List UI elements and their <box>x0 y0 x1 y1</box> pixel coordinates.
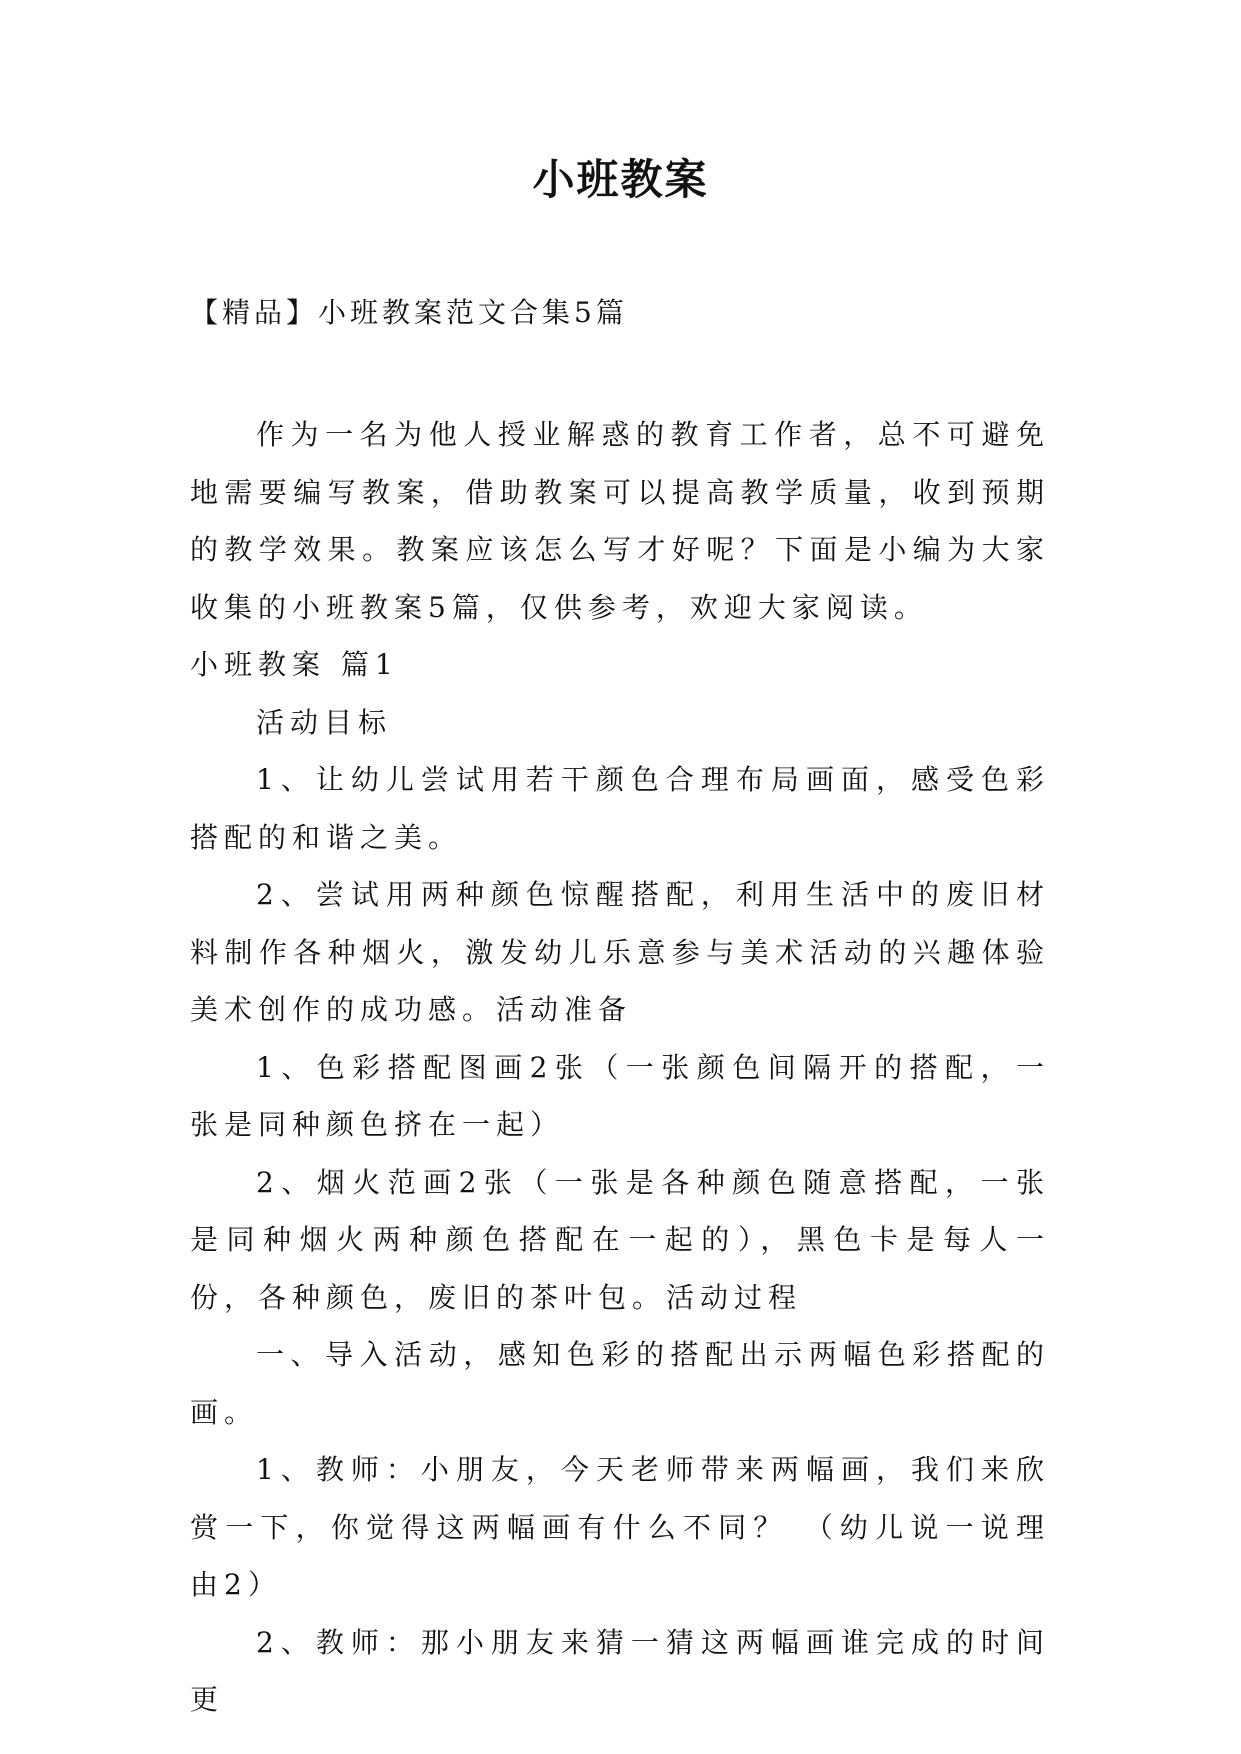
body-paragraph: 1、教师：小朋友，今天老师带来两幅画，我们来欣赏一下，你觉得这两幅画有什么不同？ （幼儿说一说理由2） <box>190 1453 1050 1601</box>
body-paragraph: 1、让幼儿尝试用若干颜色合理布局画面，感受色彩搭配的和谐之美。 <box>190 763 1050 854</box>
body-paragraph: 作为一名为他人授业解惑的教育工作者，总不可避免地需要编写教案，借助教案可以提高教学质量，收到预期的教学效果。教案应该怎么写才好呢？下面是小编为大家收集的小班教案5篇，仅供参考，欢迎大家阅读。 <box>190 418 1050 624</box>
body-paragraph: 2、尝试用两种颜色惊醒搭配，利用生活中的废旧材料制作各种烟火，激发幼儿乐意参与美术活动的兴趣体验美术创作的成功感。活动准备 <box>190 878 1050 1026</box>
document-subtitle: 【精品】小班教案范文合集5篇 <box>190 296 628 329</box>
section-heading: 小班教案 篇1 <box>190 648 399 681</box>
body-paragraph: 2、教师：那小朋友来猜一猜这两幅画谁完成的时间更 <box>190 1625 1050 1716</box>
document-body <box>190 406 1050 1729</box>
body-paragraph: 一、导入活动，感知色彩的搭配出示两幅色彩搭配的画。 <box>190 1338 1050 1429</box>
body-paragraph: 1、色彩搭配图画2张（一张颜色间隔开的搭配，一张是同种颜色挤在一起） <box>190 1050 1050 1141</box>
document-title: 小班教案 <box>532 155 709 204</box>
body-paragraph: 2、烟火范画2张（一张是各种颜色随意搭配，一张是同种烟火两种颜色搭配在一起的），黑色卡是每人一份，各种颜色，废旧的茶叶包。活动过程 <box>190 1165 1050 1314</box>
body-paragraph: 活动目标 <box>256 705 393 739</box>
